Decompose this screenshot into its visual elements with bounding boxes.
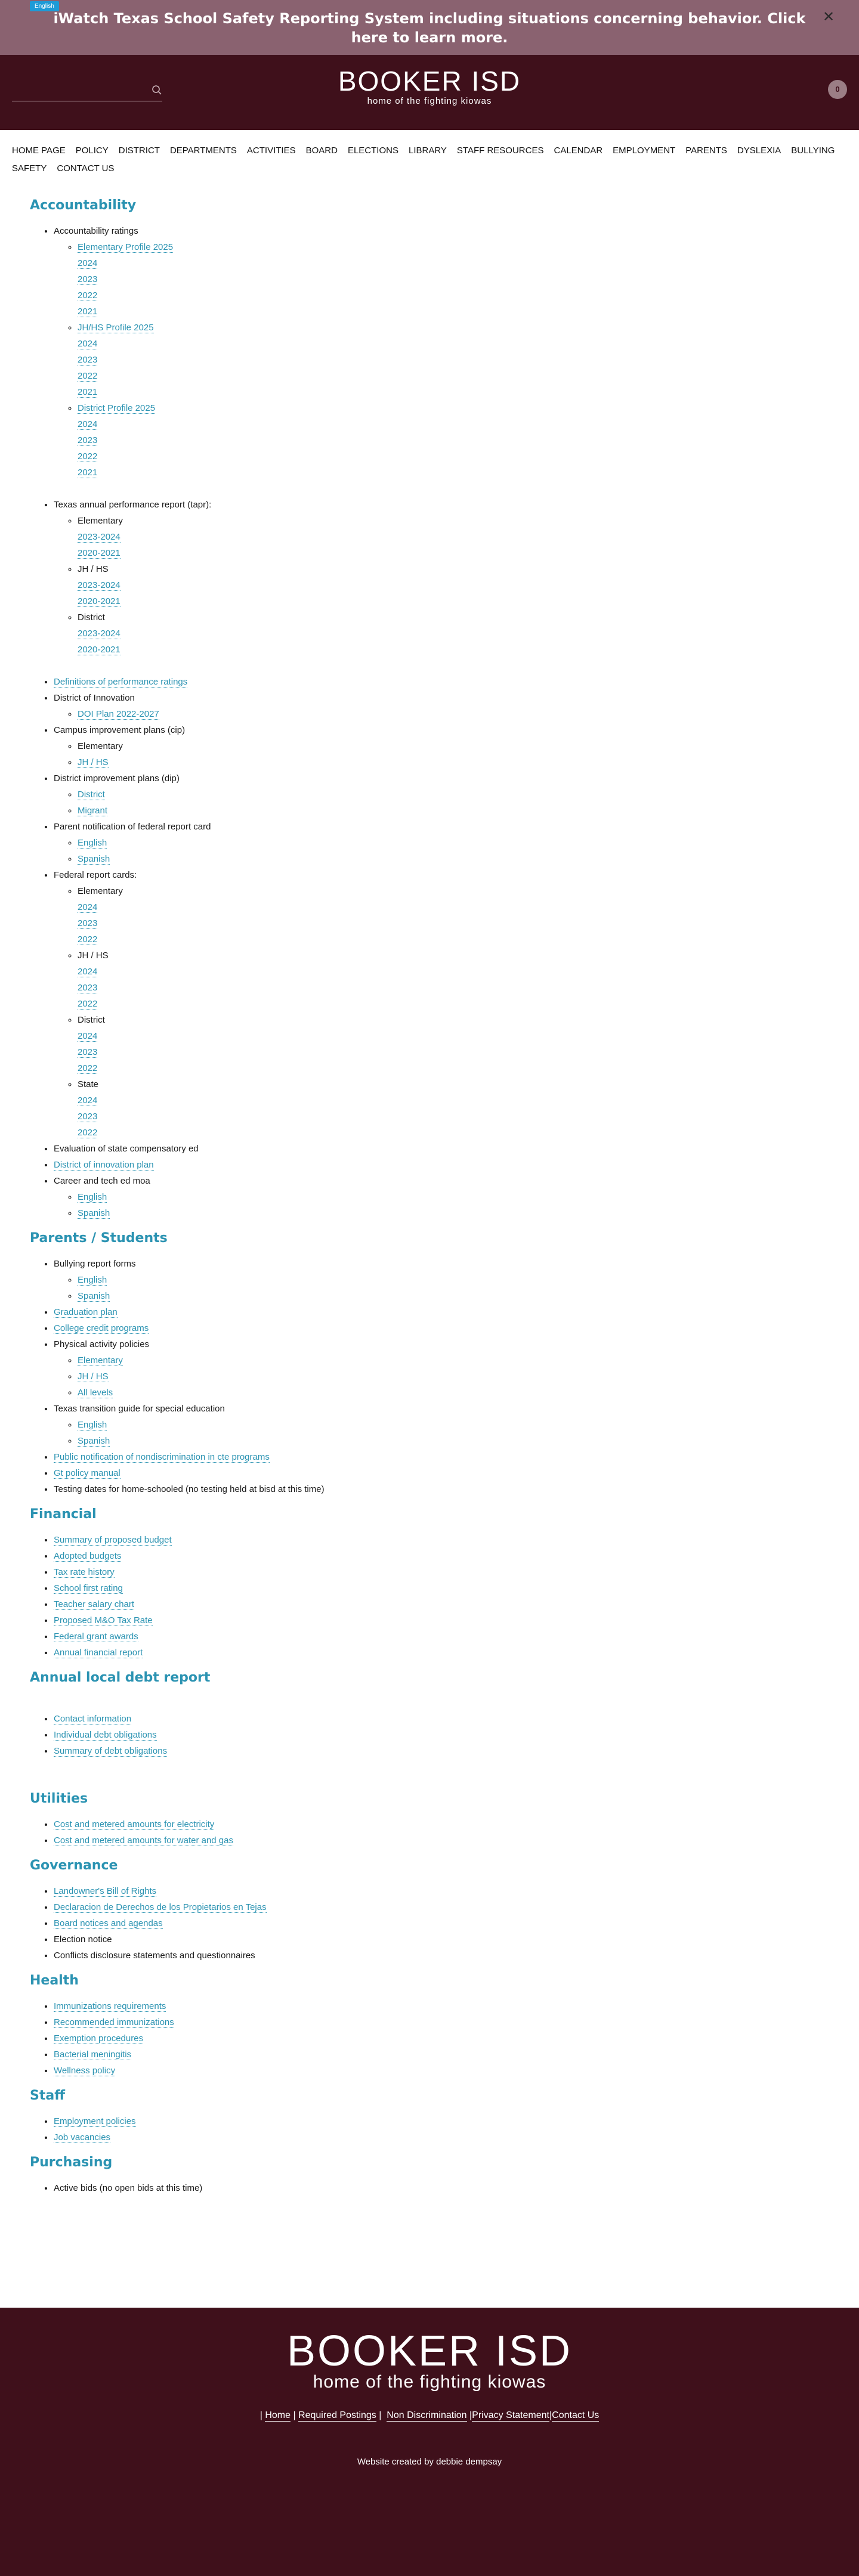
health-list bbox=[54, 1998, 829, 2079]
nav-item-bullying[interactable]: BULLYING bbox=[791, 145, 835, 156]
group-label: Elementary bbox=[78, 516, 123, 526]
list-link[interactable]: Proposed M&O Tax Rate bbox=[54, 1615, 153, 1626]
list-item bbox=[54, 1645, 829, 1661]
link-cip-jhhs[interactable]: JH / HS bbox=[78, 757, 109, 767]
governance-link[interactable]: Board notices and agendas bbox=[54, 1918, 163, 1928]
list-item bbox=[54, 1465, 829, 1481]
year-link[interactable]: 2023-2024 bbox=[78, 580, 120, 590]
list-item bbox=[54, 1711, 829, 1727]
year-link[interactable]: 2020-2021 bbox=[78, 548, 120, 558]
section-title-utilities: Utilities bbox=[30, 1791, 88, 1806]
list-item bbox=[54, 770, 829, 819]
year-link[interactable]: 2021 bbox=[78, 306, 98, 317]
list-item bbox=[78, 513, 829, 561]
section-title-accountability: Accountability bbox=[30, 198, 137, 213]
year-list bbox=[78, 416, 829, 481]
year-link[interactable]: 2022 bbox=[78, 371, 98, 381]
year-list bbox=[78, 255, 829, 320]
section-title-parents: Parents / Students bbox=[30, 1231, 168, 1246]
year-link[interactable]: 2023 bbox=[78, 1047, 98, 1057]
nav-item-parents[interactable]: PARENTS bbox=[685, 145, 727, 156]
list-item bbox=[54, 1336, 829, 1401]
list-item bbox=[54, 1596, 829, 1612]
year-link[interactable]: 2024 bbox=[78, 339, 98, 349]
list-item bbox=[54, 2046, 829, 2063]
group-label: Elementary bbox=[78, 741, 123, 751]
item-label: Campus improvement plans (cip) bbox=[54, 725, 186, 735]
list-item bbox=[54, 1564, 829, 1580]
list-item bbox=[54, 1532, 829, 1548]
list-item bbox=[78, 561, 829, 609]
list-item bbox=[54, 1449, 829, 1465]
group-label: District bbox=[78, 1015, 105, 1025]
year-link[interactable]: 2020-2021 bbox=[78, 596, 120, 606]
sub-list bbox=[78, 239, 829, 481]
item-label: District of Innovation bbox=[54, 693, 135, 703]
year-link[interactable]: 2022 bbox=[78, 934, 98, 945]
link-college-credit[interactable]: College credit programs bbox=[54, 1323, 149, 1333]
site-header bbox=[0, 55, 859, 130]
footer-logo-text: BOOKER ISD bbox=[286, 2327, 573, 2375]
nav-item-policy[interactable]: POLICY bbox=[75, 145, 109, 156]
year-link[interactable]: 2021 bbox=[78, 387, 98, 397]
link-spanish[interactable]: Spanish bbox=[78, 854, 110, 864]
footer-link-nondiscrimination[interactable]: Non Discrimination bbox=[387, 2410, 467, 2420]
list-link[interactable]: Recommended immunizations bbox=[54, 2017, 174, 2027]
year-link[interactable]: 2024 bbox=[78, 902, 98, 912]
list-link[interactable]: Immunizations requirements bbox=[54, 2001, 166, 2011]
announcement-text[interactable]: iWatch Texas School Safety Reporting System including situations concerning behavior. Click here to learn more. bbox=[53, 10, 806, 46]
item-label: District improvement plans (dip) bbox=[54, 773, 180, 784]
nav-item-calendar[interactable]: CALENDAR bbox=[554, 145, 603, 156]
footer-logo[interactable] bbox=[280, 2326, 579, 2391]
list-item bbox=[54, 1173, 829, 1221]
link-district-profile[interactable]: District Profile 2025 bbox=[78, 403, 156, 413]
group-label: District bbox=[78, 612, 105, 623]
parents-list bbox=[54, 1256, 829, 1497]
nav-item-departments[interactable]: DEPARTMENTS bbox=[169, 145, 237, 156]
search-box[interactable] bbox=[12, 80, 162, 101]
year-link[interactable]: 2021 bbox=[78, 467, 98, 478]
list-link[interactable]: Adopted budgets bbox=[54, 1551, 122, 1561]
item-label: Bullying report forms bbox=[54, 1259, 136, 1269]
list-link[interactable]: Federal grant awards bbox=[54, 1631, 138, 1642]
debt-list bbox=[54, 1711, 829, 1759]
list-item bbox=[54, 867, 829, 1141]
link-jhhs[interactable]: JH / HS bbox=[78, 1371, 109, 1382]
link-spanish[interactable]: Spanish bbox=[78, 1208, 110, 1218]
item-label: Texas annual performance report (tapr): bbox=[54, 500, 212, 510]
footer-credit: Website created by debbie dempsay bbox=[357, 2457, 502, 2467]
link-jhhs-profile[interactable]: JH/HS Profile 2025 bbox=[78, 323, 154, 333]
section-title-financial: Financial bbox=[30, 1507, 97, 1522]
list-link[interactable]: Wellness policy bbox=[54, 2066, 116, 2076]
list-item bbox=[54, 1256, 829, 1304]
list-item bbox=[54, 497, 829, 674]
link-english[interactable]: English bbox=[78, 1420, 107, 1430]
list-item bbox=[54, 2014, 829, 2030]
link-all-levels[interactable]: All levels bbox=[78, 1388, 113, 1398]
list-link[interactable]: Bacterial meningitis bbox=[54, 2049, 132, 2060]
footer-link-privacy[interactable]: Privacy Statement bbox=[472, 2410, 549, 2420]
link-dip-migrant[interactable]: Migrant bbox=[78, 806, 108, 816]
link-doi-plan-2[interactable]: District of innovation plan bbox=[54, 1160, 154, 1170]
nav-item-employment[interactable]: EMPLOYMENT bbox=[613, 145, 676, 156]
main-nav bbox=[12, 142, 853, 178]
search-icon[interactable] bbox=[152, 85, 162, 95]
item-label: Parent notification of federal report card bbox=[54, 822, 211, 832]
year-link[interactable]: 2024 bbox=[78, 258, 98, 268]
list-link[interactable]: Cost and metered amounts for electricity bbox=[54, 1819, 215, 1829]
year-link[interactable]: 2020-2021 bbox=[78, 645, 120, 655]
purchasing-list bbox=[54, 2180, 829, 2196]
list-item bbox=[54, 223, 829, 497]
section-title-purchasing: Purchasing bbox=[30, 2155, 113, 2170]
accountability-list bbox=[54, 223, 829, 1221]
cart-badge[interactable]: 0 bbox=[828, 80, 847, 99]
list-item bbox=[54, 1481, 829, 1497]
list-item bbox=[54, 819, 829, 867]
item-label: Testing dates for home-schooled (no testing held at bisd at this time) bbox=[54, 1484, 325, 1494]
list-item bbox=[54, 1304, 829, 1320]
year-link[interactable]: 2022 bbox=[78, 290, 98, 301]
link-gt-policy[interactable]: Gt policy manual bbox=[54, 1468, 120, 1478]
year-link[interactable]: 2022 bbox=[78, 1128, 98, 1138]
list-link[interactable]: School first rating bbox=[54, 1583, 123, 1593]
list-item bbox=[54, 722, 829, 770]
year-link[interactable]: 2023 bbox=[78, 274, 98, 284]
item-label: Federal report cards: bbox=[54, 870, 137, 880]
list-link[interactable]: Teacher salary chart bbox=[54, 1599, 135, 1609]
item-label: Conflicts disclosure statements and questionnaires bbox=[54, 1950, 255, 1961]
section-title-debt: Annual local debt report bbox=[30, 1670, 211, 1685]
list-item bbox=[54, 1727, 829, 1743]
year-link[interactable]: 2023 bbox=[78, 355, 98, 365]
governance-list bbox=[54, 1883, 829, 1964]
list-item bbox=[78, 320, 829, 400]
link-spanish[interactable]: Spanish bbox=[78, 1291, 110, 1301]
nav-item-staff-resources[interactable]: STAFF RESOURCES bbox=[456, 145, 544, 156]
announcement-bar[interactable] bbox=[0, 0, 859, 55]
year-link[interactable]: 2023 bbox=[78, 1111, 98, 1122]
main-content bbox=[30, 197, 829, 2296]
year-link[interactable]: 2022 bbox=[78, 999, 98, 1009]
list-link[interactable]: Cost and metered amounts for water and gas bbox=[54, 1835, 233, 1846]
list-item bbox=[54, 2129, 829, 2145]
section-title-governance: Governance bbox=[30, 1858, 118, 1873]
nav-item-safety[interactable]: SAFETY bbox=[12, 163, 47, 174]
group-label: Elementary bbox=[78, 886, 123, 896]
link-dip-district[interactable]: District bbox=[78, 789, 105, 800]
nav-item-home-page[interactable]: HOME PAGE bbox=[12, 145, 66, 156]
list-link[interactable]: Annual financial report bbox=[54, 1648, 143, 1658]
year-link[interactable]: 2023 bbox=[78, 918, 98, 928]
list-item bbox=[54, 1157, 829, 1173]
year-link[interactable]: 2024 bbox=[78, 419, 98, 429]
list-link[interactable]: Tax rate history bbox=[54, 1567, 115, 1577]
footer-link-postings[interactable]: Required Postings bbox=[298, 2410, 376, 2420]
item-label: Career and tech ed moa bbox=[54, 1176, 150, 1186]
financial-list bbox=[54, 1532, 829, 1661]
link-doi-plan[interactable]: DOI Plan 2022-2027 bbox=[78, 709, 159, 719]
staff-list bbox=[54, 2113, 829, 2145]
nav-item-activities[interactable]: ACTIVITIES bbox=[246, 145, 296, 156]
list-item bbox=[78, 400, 829, 481]
utilities-list bbox=[54, 1816, 829, 1849]
list-item bbox=[54, 1612, 829, 1628]
year-link[interactable]: 2023-2024 bbox=[78, 532, 120, 542]
list-item bbox=[54, 674, 829, 690]
list-link[interactable]: Job vacancies bbox=[54, 2132, 111, 2142]
list-link[interactable]: Exemption procedures bbox=[54, 2033, 144, 2044]
close-icon[interactable]: ✕ bbox=[822, 9, 835, 25]
group-label: State bbox=[78, 1079, 99, 1089]
site-footer bbox=[0, 2308, 859, 2576]
item-label: Active bids (no open bids at this time) bbox=[54, 2183, 203, 2193]
sub-list bbox=[78, 513, 829, 658]
list-item bbox=[54, 1816, 829, 1832]
item-label: Texas transition guide for special education bbox=[54, 1404, 225, 1414]
year-link[interactable]: 2022 bbox=[78, 1063, 98, 1073]
link-elementary-profile[interactable]: Elementary Profile 2025 bbox=[78, 242, 174, 252]
list-link[interactable]: Contact information bbox=[54, 1714, 132, 1724]
link-elementary[interactable]: Elementary bbox=[78, 1355, 123, 1366]
list-link[interactable]: Summary of proposed budget bbox=[54, 1535, 172, 1545]
governance-link[interactable]: Landowner's Bill of Rights bbox=[54, 1886, 157, 1896]
year-link[interactable]: 2024 bbox=[78, 1031, 98, 1041]
language-selector[interactable]: English bbox=[30, 1, 59, 11]
nav-item-contact-us[interactable]: CONTACT US bbox=[57, 163, 115, 174]
year-link[interactable]: 2023 bbox=[78, 435, 98, 445]
link-spanish[interactable]: Spanish bbox=[78, 1436, 110, 1446]
list-item bbox=[54, 2113, 829, 2129]
nav-item-library[interactable]: LIBRARY bbox=[408, 145, 447, 156]
link-definitions[interactable]: Definitions of performance ratings bbox=[54, 677, 188, 687]
year-link[interactable]: 2023 bbox=[78, 983, 98, 993]
list-item bbox=[54, 1580, 829, 1596]
footer-logo-tagline: home of the fighting kiowas bbox=[313, 2372, 546, 2392]
list-item bbox=[54, 2030, 829, 2046]
item-label: Election notice bbox=[54, 1934, 112, 1945]
list-link[interactable]: Individual debt obligations bbox=[54, 1730, 157, 1740]
list-item bbox=[78, 609, 829, 658]
section-title-health: Health bbox=[30, 1973, 79, 1988]
link-english[interactable]: English bbox=[78, 1192, 107, 1202]
year-link[interactable]: 2024 bbox=[78, 967, 98, 977]
list-item bbox=[54, 690, 829, 722]
nav-item-district[interactable]: DISTRICT bbox=[118, 145, 160, 156]
list-link[interactable]: Employment policies bbox=[54, 2116, 136, 2126]
list-item bbox=[54, 1998, 829, 2014]
nav-list bbox=[12, 142, 853, 178]
footer-link-contact[interactable]: Contact Us bbox=[552, 2410, 600, 2420]
list-item bbox=[54, 1320, 829, 1336]
section-title-staff: Staff bbox=[30, 2088, 66, 2103]
nav-item-dyslexia[interactable]: DYSLEXIA bbox=[737, 145, 781, 156]
list-item bbox=[78, 239, 829, 320]
footer-link-home[interactable]: Home bbox=[265, 2410, 291, 2420]
link-nondiscrimination[interactable]: Public notification of nondiscrimination in cte programs bbox=[54, 1452, 270, 1462]
list-item bbox=[54, 1141, 829, 1157]
footer-links: | Home | Required Postings | Non Discrimination |Privacy Statement|Contact Us bbox=[259, 2410, 600, 2420]
item-label: Physical activity policies bbox=[54, 1339, 150, 1349]
year-list bbox=[78, 336, 829, 400]
year-link[interactable]: 2024 bbox=[78, 1095, 98, 1106]
list-item bbox=[54, 1743, 829, 1759]
logo-tagline: home of the fighting kiowas bbox=[367, 96, 492, 106]
search-input[interactable] bbox=[12, 82, 143, 99]
list-item bbox=[54, 2063, 829, 2079]
list-item bbox=[54, 1628, 829, 1645]
list-item bbox=[54, 1548, 829, 1564]
site-logo[interactable] bbox=[334, 64, 525, 118]
year-link[interactable]: 2022 bbox=[78, 451, 98, 462]
nav-item-elections[interactable]: ELECTIONS bbox=[347, 145, 398, 156]
link-graduation[interactable]: Graduation plan bbox=[54, 1307, 118, 1317]
list-item bbox=[54, 1401, 829, 1449]
logo-text: BOOKER ISD bbox=[338, 66, 521, 97]
link-english[interactable]: English bbox=[78, 838, 107, 848]
item-label: Evaluation of state compensatory ed bbox=[54, 1144, 199, 1154]
governance-link[interactable]: Declaracion de Derechos de los Propietarios en Tejas bbox=[54, 1902, 267, 1912]
year-link[interactable]: 2023-2024 bbox=[78, 628, 120, 639]
list-item bbox=[54, 1832, 829, 1849]
link-english[interactable]: English bbox=[78, 1275, 107, 1285]
group-label: JH / HS bbox=[78, 950, 109, 961]
item-label: Accountability ratings bbox=[54, 226, 138, 236]
nav-item-board[interactable]: BOARD bbox=[305, 145, 338, 156]
list-link[interactable]: Summary of debt obligations bbox=[54, 1746, 168, 1756]
group-label: JH / HS bbox=[78, 564, 109, 574]
